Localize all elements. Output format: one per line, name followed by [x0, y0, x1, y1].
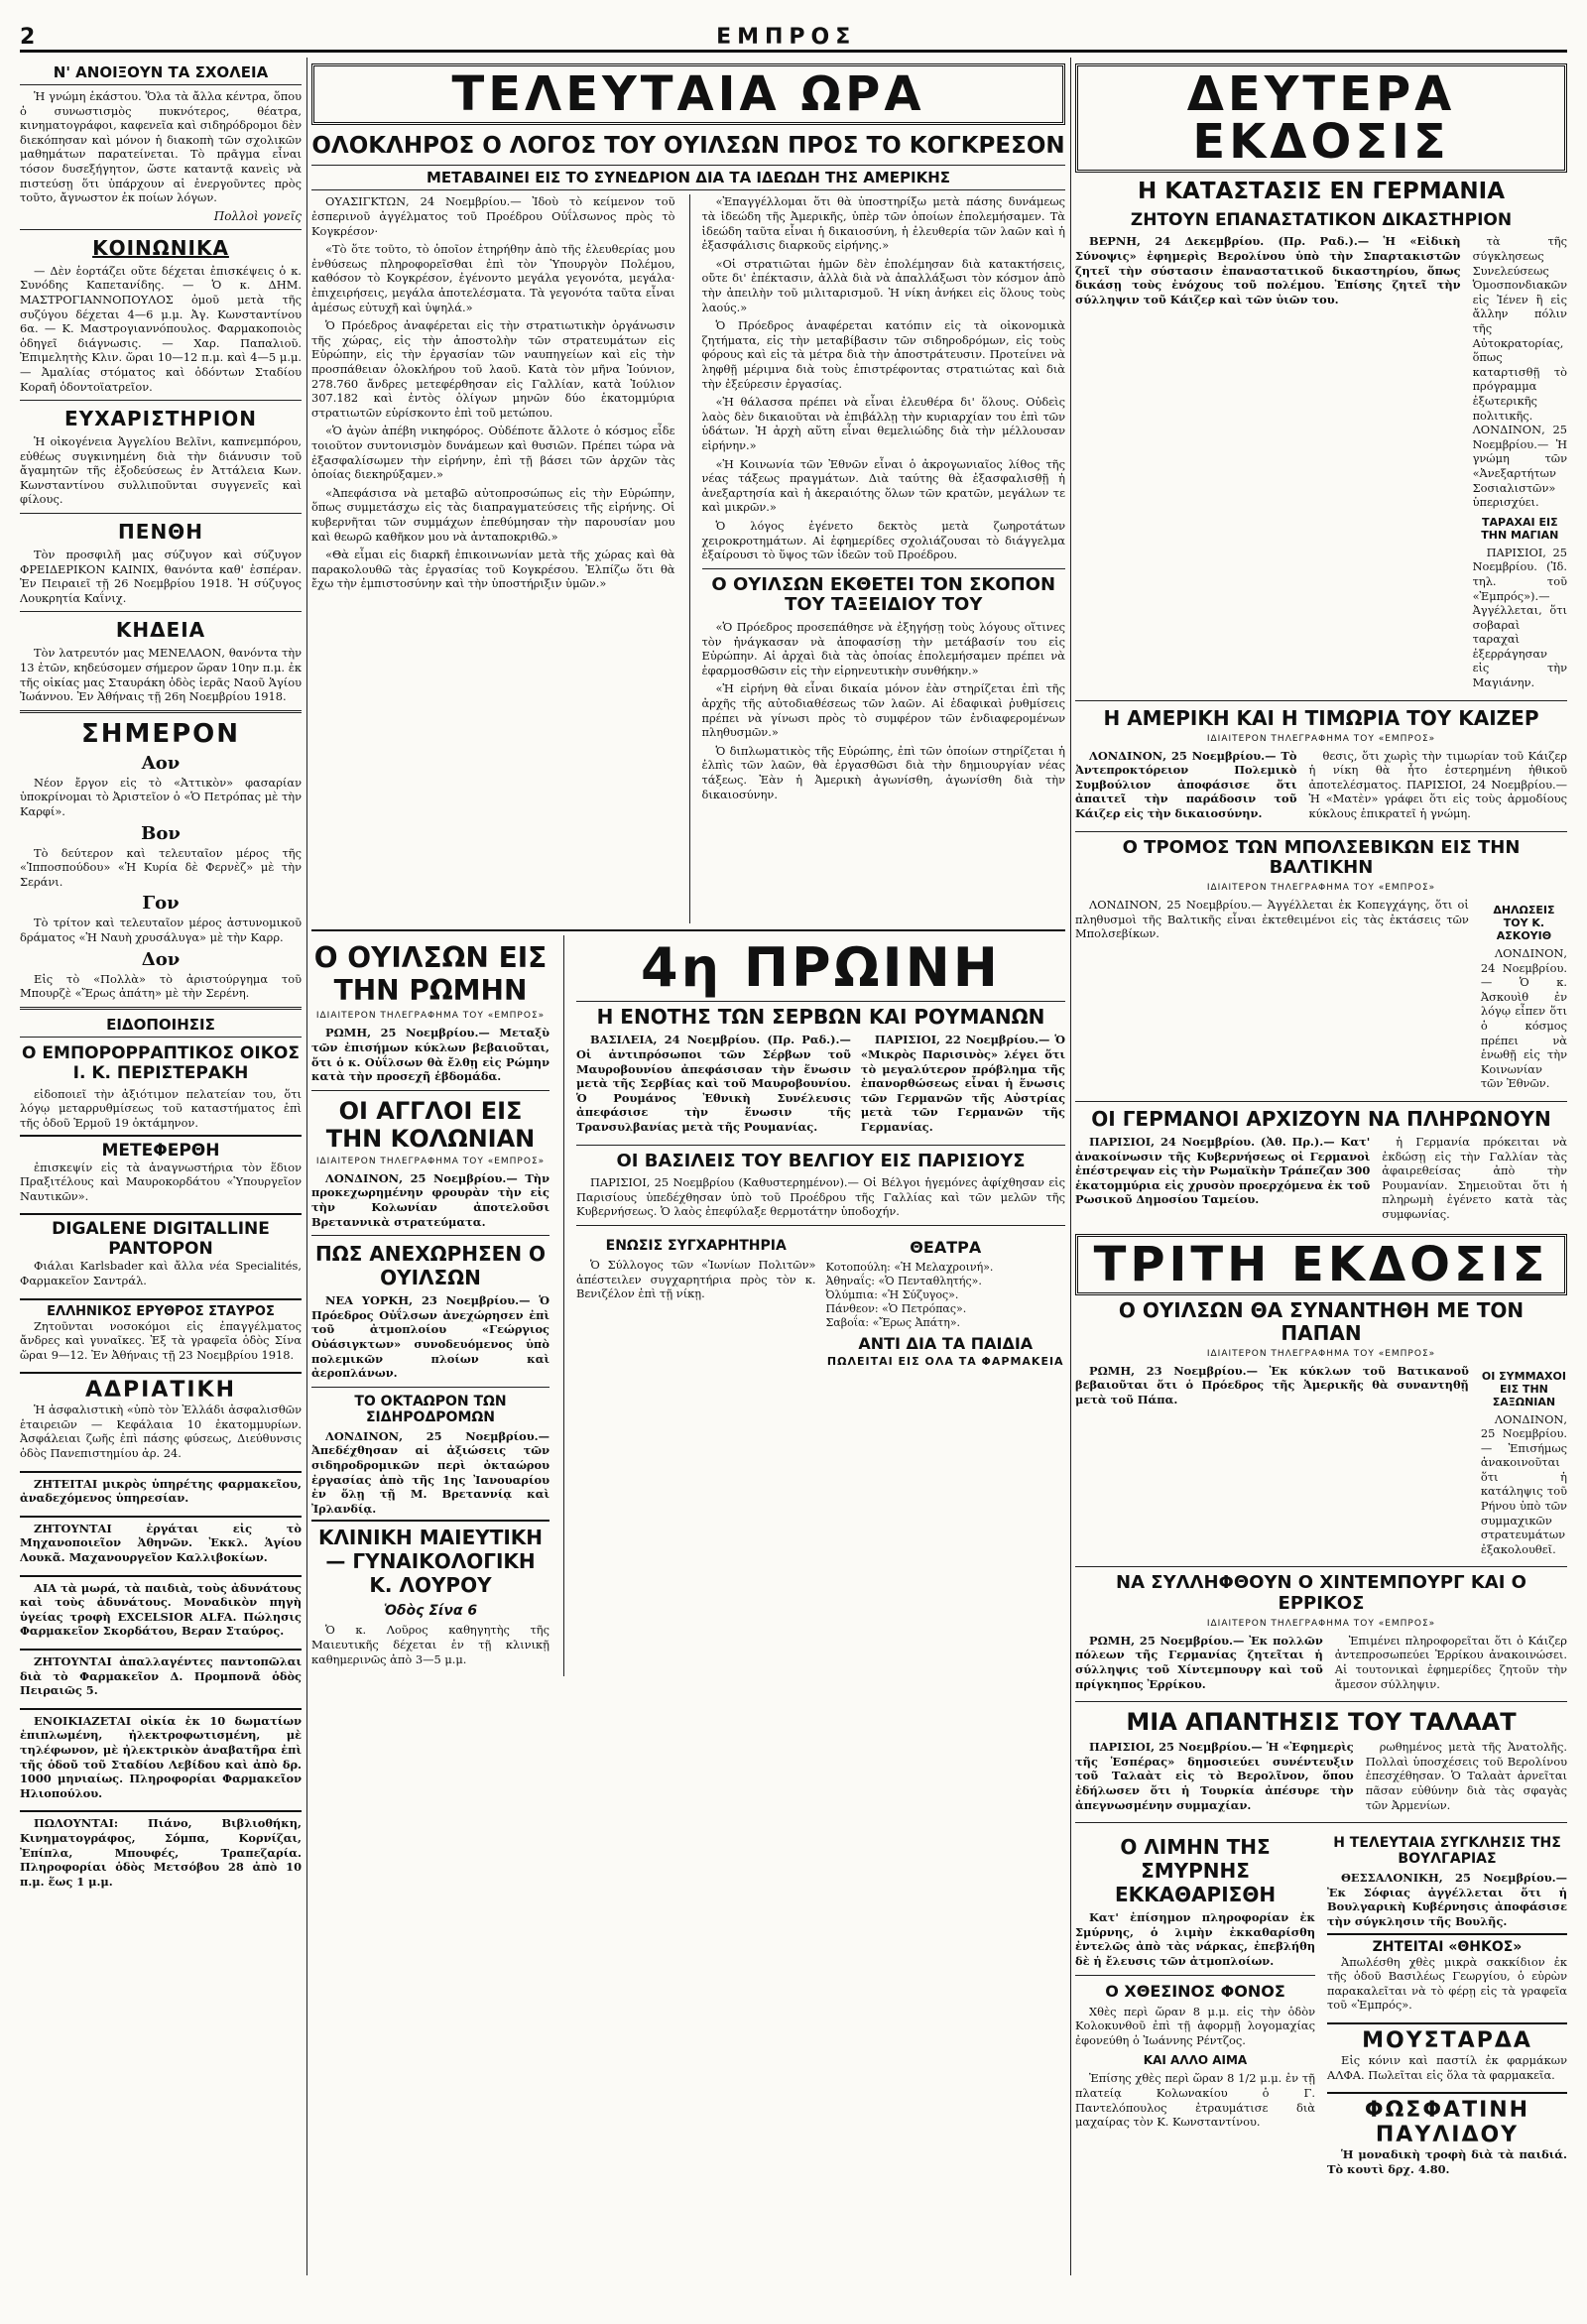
today-item-letter: Γον — [142, 893, 180, 915]
lead-paragraph: «Ἡ θάλασσα πρέπει νὰ εἶναι ἐλευθέρα δι' ὅλους. Οὐδεὶς λαὸς δὲν δικαιοῦται νὰ ἐπιβάλλῃ τὴν κυριαρχίαν του ἐπὶ τῶν ὑδάτων. Ἡ ἀρχὴ αὕτη εἶναι θεμελιώδης διὰ τὴν μέλλουσαν εἰρήνην.» — [701, 395, 1065, 452]
today-item-letter: Δον — [141, 948, 181, 970]
bolshevik-note: ΙΔΙΑΙΤΕΡΟΝ ΤΗΛΕΓΡΑΦΗΜΑ ΤΟΥ «ΕΜΠΡΟΣ» — [1206, 883, 1436, 893]
hindenburg-note: ΙΔΙΑΙΤΕΡΟΝ ΤΗΛΕΓΡΑΦΗΜΑ ΤΟΥ «ΕΜΠΡΟΣ» — [1206, 1618, 1436, 1629]
saxony-headline: ΟΙ ΣΥΜΜΑΧΟΙ ΕΙΣ ΤΗΝ ΣΑΞΩΝΙΑΝ — [1481, 1369, 1566, 1408]
bolshevik-text-left: ΛΟΝΔΙΝΟΝ, 25 Νοεμβρίου.— Ἀγγέλλεται ἐκ Κοπεγχάγης, ὅτι οἱ πληθυσμοὶ τῆς Βαλτικῆς εἶναι ἐκτεθειμένοι εἰς τὰς ἐκτάσεις τῶν Μπολσεβίκων. — [1075, 898, 1469, 941]
theatre-item: Πάνθεον: «Ὁ Πετρόπας». — [825, 1302, 967, 1316]
funerals-text: Τὸν λατρευτόν μας ΜΕΝΕΛΑΟΝ, θανόντα τὴν 13 ἐτῶν, κηδεύσομεν σήμερον ὥραν 10ην π.μ. ἐκ τῆς οἰκίας μας Σταυράκη ὁδὸς ἱερᾶς Ναοῦ Ἁγίου Ἰωάννου. Ἐν Ἀθήναις τῇ 26η Νοεμβρίου 1918. — [20, 646, 302, 704]
america-note: ΙΔΙΑΙΤΕΡΟΝ ΤΗΛΕΓΡΑΦΗΜΑ ΤΟΥ «ΕΜΠΡΟΣ» — [1206, 733, 1436, 744]
theatre-item: Ὀλύμπια: «Ἡ Σύζυγος». — [825, 1288, 959, 1302]
events-headline: ΕΝΩΣΙΣ ΣΥΓΧΑΡΗΤΗΡΙΑ — [605, 1238, 787, 1255]
unity-text-left: ΒΑΣΙΛΕΙΑ, 24 Νοεμβρίου. (Πρ. Ραδ.).— Οἱ ἀντιπρόσωποι τῶν Σέρβων τοῦ Μαυροβουνίου ἀπεφάσισαν τὴν ἕνωσιν μετὰ τῆς Σερβίας καὶ τοῦ Μαυροβουνίου. Ὁ Ρουμάνος Ἐθνικὴ Συνέλευσις ἀπεφάσισε τὴν ἕνωσιν τῆς Τρανσυλβανίας μετὰ τῆς Ρουμανίας. — [576, 1033, 851, 1134]
mustard-text: Εἰς κόνιν καὶ παστίλ ἐκ φαρμάκων ΑΛΦΑ. Πωλεῖται εἰς ὅλα τὰ φαρμακεῖα. — [1327, 2052, 1567, 2082]
america-headline: Η ΑΜΕΡΙΚΗ ΚΑΙ Η ΤΙΜΩΡΙΑ ΤΟΥ ΚΑΙΖΕΡ — [1103, 705, 1539, 730]
today-item-text: Εἰς τὸ «Πολλὰ» τὸ ἀριστούργημα τοῦ Μπουρζὲ «Ἔρως ἀπάτη» μὲ τὴν Σερένη. — [20, 971, 302, 1001]
lead-paragraph: «Θὰ εἶμαι εἰς διαρκῆ ἐπικοινωνίαν μετὰ τῆς χώρας καὶ θὰ παρακολουθῶ τὰς ἐργασίας τοῦ Κογκρέσου. Ἐλπίζω ὅτι θὰ ἔχω τὴν ἐμπιστοσύνην καὶ τὴν ὑποστήριξιν ὑμῶν.» — [311, 548, 675, 591]
thanks-headline: ΕΥΧΑΡΙΣΤΗΡΙΟΝ — [63, 407, 258, 431]
events-text: Ὁ Σύλλογος τῶν «Ἰωνίων Πολιτῶν» ἀπέστειλεν συγχαρητήρια πρὸς τὸν κ. Βενιζέλον ἐπὶ τῇ νίκῃ. — [576, 1258, 816, 1301]
company-headline: Ο ΕΜΠΟΡΟΡΡΑΠΤΙΚΟΣ ΟΙΚΟΣ Ι. Κ. ΠΕΡΙΣΤΕΡΑΚΗ — [22, 1042, 300, 1083]
germany-text-right: τὰ τῆς σύγκλησεως Συνελεύσεως Ὁμοσπονδιακῶν εἰς Ἰένεν ἢ εἰς ἄλλην πόλιν τῆς Αὐτοκρατορίας, ὅπως καταρτισθῇ τὸ πρόγραμμα ἐξωτερικῆς πολιτικῆς. ΛΟΝΔΙΝΟΝ, 25 Νοεμβρίου.— Ἡ γνώμη τῶν «Ἀνεξαρτήτων Σοσιαλιστῶν» ὑπερισχύει. — [1472, 234, 1567, 510]
thikos-text: Ἀπωλέσθη χθὲς μικρὰ σακκίδιον ἐκ τῆς ὁδοῦ Βασιλέως Γεωργίου, ὁ εὑρὼν παρακαλεῖται νὰ τὸ φέρῃ εἰς τὰ γραφεῖα τοῦ «Ἐμπρός». — [1327, 1954, 1567, 2013]
lead-paragraph: Ὁ Πρόεδρος ἀναφέρεται κατόπιν εἰς τὰ οἰκονομικὰ ζητήματα, εἰς τὴν μεταβίβασιν τῶν σιδηροδρόμων, εἰς τοὺς φόρους καὶ εἰς τὰ μέτρα διὰ τὴν ἀποστράτευσιν. Προτείνει νὰ ληφθῇ μέριμνα διὰ τοὺς ἐπιστρέφοντας στρατιώτας καὶ διὰ τὴν ἐξεύρεσιν ἐργασίας. — [701, 318, 1065, 391]
today-item-text: Νέον ἔργον εἰς τὸ «Ἀττικὸν» φασαρίαν ὑποκρίνομαι τὸ Ἀριστεῖον ὁ «Ὁ Πετρόπας μὲ τὴν Καρφί». — [20, 775, 302, 818]
lead-paragraph: «Ὁ ἀγὼν ἀπέβη νικηφόρος. Οὐδέποτε ἄλλοτε ὁ κόσμος εἶδε τοιοῦτον συντονισμὸν δυνάμεων καὶ θυσιῶν. Πρέπει τώρα νὰ ἐξασφαλίσωμεν τὴν εἰρήνην, ἐπὶ τῇ βάσει τῶν ἀρχῶν τὰς ὁποίας διεκηρύξαμεν.» — [311, 424, 675, 482]
lead-paragraph: «Ἡ Κοινωνία τῶν Ἐθνῶν εἶναι ὁ ἀκρογωνιαῖος λίθος τῆς νέας τάξεως πραγμάτων. Διὰ ταύτης θὰ ἐξασφαλισθῇ ἡ ἀνεξαρτησία καὶ ἡ ἀκεραιότης ὅλων τῶν κρατῶν, μεγάλων τε καὶ μικρῶν.» — [701, 456, 1065, 515]
theatre-headline: ΘΕΑΤΡΑ — [910, 1238, 982, 1258]
clinic-headline: ΚΛΙΝΙΚΗ ΜΑΙΕΥΤΙΚΗ — ΓΥΝΑΙΚΟΛΟΓΙΚΗ Κ. ΛΟΥΡΟΥ — [317, 1526, 544, 1598]
unity-text-right: ΠΑΡΙΣΙΟΙ, 22 Νοεμβρίου.— Ὁ «Μικρὸς Παρισινὸς» λέγει ὅτι τὸ μεγαλύτερον πρόβλημα τῆς ἐπανορθώσεως εἶναι ἡ ἕνωσις τῶν Γερμανῶν τῆς Αὐστρίας μετὰ τῶν Γερμανῶν τῆς Γερμανίας. — [860, 1033, 1065, 1134]
today-item — [20, 753, 302, 819]
phosphatine-headline: ΦΩΣΦΑΤΙΝΗ ΠΑΥΛΙΔΟΥ — [1364, 2098, 1530, 2148]
theatre-item: Ἀθηναΐς: «Ὁ Πενταθλητής». — [825, 1275, 982, 1288]
mourning-headline: ΠΕΝΘΗ — [118, 520, 203, 545]
smyrna-headline: Ο ΛΙΜΗΝ ΤΗΣ ΣΜΥΡΝΗΣ ΕΚΚΑΘΑΡΙΣΘΗ — [1114, 1835, 1277, 1907]
pope-note: ΙΔΙΑΙΤΕΡΟΝ ΤΗΛΕΓΡΑΦΗΜΑ ΤΟΥ «ΕΜΠΡΟΣ» — [1206, 1348, 1436, 1359]
clinic-text: Ὁ κ. Λοῦρος καθηγητὴς τῆς Μαιευτικῆς δέχεται ἐν τῇ κλινικῇ καθημερινῶς ἀπὸ 3—5 μ.μ. — [311, 1623, 549, 1666]
lead-paragraph: Ὁ Πρόεδρος ἀναφέρεται εἰς τὴν στρατιωτικὴν ὀργάνωσιν τῆς χώρας, εἰς τὴν ἀποστολὴν τῶν στρατευμάτων εἰς Εὐρώπην, εἰς τὴν ἐργασίαν τῶν ναυπηγείων καὶ εἰς τὴν προσπάθειαν ὁλοκλήρου τοῦ λαοῦ. Κατὰ τὸν μῆνα Ἰούνιον, 278.760 ἄνδρες μετεφέρθησαν εἰς Γαλλίαν, κατὰ Ἰούλιον 307.182 καὶ ἐντὸς ὀλίγων μηνῶν δύο ἑκατομμύρια στρατιωτῶν εὑρίσκοντο ἐπὶ τοῦ μετώπου. — [311, 318, 675, 420]
today-item-text: Τὸ τρίτον καὶ τελευταῖον μέρος ἀστυνομικοῦ δράματος «Ἡ Ναυὴ χρυσάλυγα» μὲ τὴν Καρρ. — [20, 916, 302, 944]
masthead — [20, 24, 1567, 53]
schools-headline: Ν' ΑΝΟΙΞΟΥΝ ΤΑ ΣΧΟΛΕΙΑ — [20, 63, 302, 85]
germany-text-left: ΒΕΡΝΗ, 24 Δεκεμβρίου. (Πρ. Ραδ.).— Ἡ «Εἰδικὴ Σύνοψις» ἐφημερὶς Βερολίνου ὑπὸ τὴν Σπαρτακιστῶν ζητεῖ τὴν σύστασιν ἐπαναστατικοῦ δικαστηρίου, ὅπως δικάσῃ τοὺς ἐνόχους τοῦ πολέμου. Ἐπίσης ζητεῖ τὴν σύλληψιν τοῦ Κάιζερ καὶ τῶν ὑιῶν του. — [1075, 234, 1461, 306]
lead-article-right — [702, 194, 1066, 561]
social-headline: ΚΟΙΝΩΝΙΚΑ — [92, 235, 229, 260]
newspaper-title: ΕΜΠΡΟΣ — [716, 25, 857, 50]
germany-subheadline: ΖΗΤΟΥΝ ΕΠΑΝΑΣΤΑΤΙΚΟΝ ΔΙΚΑΣΤΗΡΙΟΝ — [1130, 210, 1513, 231]
purpose-text — [702, 620, 1066, 801]
center-lower — [311, 929, 1065, 1676]
digaline-headline: DIGALENE DIGITALLINE PANTOPON — [52, 1219, 270, 1260]
small-ad: ΕΝΟΙΚΙΑΖΕΤΑΙ οἰκία ἐκ 10 δωματίων ἐπιπλωμένη, ἠλεκτροφωτισμένη, μὲ τηλέφωνον, μὲ ἠλεκτρικὸν ἀναβατῆρα ἐπὶ τῆς ὁδοῦ τοῦ Σταδίου Λεβίδου καὶ ἀπὸ δρ. 1000 μηνιαίως. Πληροφορίαι Φαρμακεῖον Ηλιοπούλου. — [20, 1713, 302, 1800]
funerals-headline: ΚΗΔΕΙΑ — [115, 618, 206, 643]
adriatic-text: Ἡ ἀσφαλιστικὴ «ὑπὸ τὸν Ἐλλάδι ἀσφαλισθῶν ἑταιρειῶν — Κεφάλαια 10 ἑκατομμυρίων. Ἀσφάλειαι ζωῆς ἐπὶ πάσης φύσεως, Διεύθυνσις ὁδὸς Πανεπιστημίου ἀρ. 24. — [20, 1403, 302, 1461]
clinic-address: Ὁδὸς Σίνα 6 — [383, 1603, 478, 1620]
theatre-list — [826, 1261, 1066, 1330]
small-ad: ΠΩΛΟΥΝΤΑΙ: Πιάνο, Βιβλιοθήκη, Κινηματογράφος, Σόμπα, Κορνίζαι, Ἐπίπλα, Μπουφές, Τραπεζαρία. Πληροφορίαι ὁδὸς Μετσόβου 28 ἀπὸ 10 π.μ. ἕως 1 μ.μ. — [20, 1816, 302, 1889]
lead-paragraph: «Ἀπεφάσισα νὰ μεταβῶ αὐτοπροσώπως εἰς τὴν Εὐρώπην, ὅπως συμμετάσχω εἰς τὰς διαπραγματεύσεις τῆς εἰρήνης. Οἱ κυβερνῆται τῶν συμμάχων ἐπεθύμησαν τὴν παρουσίαν μου καὶ θεωρῶ καθῆκον μου νὰ ἀνταποκριθῶ.» — [311, 485, 675, 544]
small-ad: ΖΗΤΟΥΝΤΑΙ ἀπαλλαγέντες παντοπῶλαι διὰ τὸ Φαρμακεῖον Δ. Προμπονᾶ ὁδὸς Πειραιῶς 5. — [20, 1654, 302, 1698]
pay-headline: ΟΙ ΓΕΡΜΑΝΟΙ ΑΡΧΙΖΟΥΝ ΝΑ ΠΛΗΡΩΝΟΥΝ — [1091, 1106, 1551, 1131]
pope-text-left: ΡΩΜΗ, 23 Νοεμβρίου.— Ἐκ κύκλων τοῦ Βατικανοῦ βεβαιοῦται ὅτι ὁ Πρόεδρος τῆς Ἀμερικῆς θὰ συναντηθῇ μετὰ τοῦ Πάπα. — [1075, 1363, 1469, 1407]
rome-note: ΙΔΙΑΙΤΕΡΟΝ ΤΗΛΕΓΡΑΦΗΜΑ ΤΟΥ «ΕΜΠΡΟΣ» — [315, 1011, 546, 1022]
adriatic-headline: ΑΔΡΙΑΤΙΚΗ — [84, 1378, 237, 1404]
today-item — [20, 949, 302, 1001]
blood-text: Ἐπίσης χθὲς περὶ ὥραν 8 1/2 μ.μ. ἐν τῇ πλατείᾳ Κολωνακίου ὁ Γ. Παντελόπουλος ἐτραυμάτισε διὰ μαχαίρας τὸν Κ. Κωνσταντίνου. — [1075, 2071, 1315, 2130]
third-edition-headline: ΤΡΙΤΗ ΕΚΔΟΣΙΣ — [1075, 1234, 1567, 1295]
lead-article — [311, 194, 1065, 923]
last-hour-headline: ΤΕΛΕΥΤΑΙΑ ΩΡΑ — [311, 63, 1065, 125]
eight-hour-headline: ΤΟ ΟΚΤΑΩΡΟΝ ΤΩΝ ΣΙΔΗΡΟΔΡΟΜΩΝ — [354, 1393, 507, 1425]
thikos-headline: ΖΗΤΕΙΤΑΙ «ΘΗΚΟΣ» — [1372, 1938, 1523, 1955]
redcross-headline: ΕΛΛΗΝΙΚΟΣ ΕΡΥΘΡΟΣ ΣΤΑΥΡΟΣ — [47, 1303, 275, 1319]
germany-headline: Η ΚΑΤΑΣΤΑΣΙΣ ΕΝ ΓΕΡΜΑΝΙΑ — [1137, 179, 1506, 204]
asquith-text: ΛΟΝΔΙΝΟΝ, 24 Νοεμβρίου.— Ὁ κ. Ἀσκουὶθ ἐν λόγῳ εἶπεν ὅτι ὁ κόσμος πρέπει νὰ ἑνωθῇ εἰς τὴν Κοινωνίαν τῶν Ἐθνῶν. — [1480, 946, 1567, 1091]
pay-text-left: ΠΑΡΙΣΙΟΙ, 24 Νοεμβρίου. (Ἀθ. Πρ.).— Κατ' ἀνακοίνωσιν τῆς Κυβερνήσεως οἱ Γερμανοὶ ἐπέστρεψαν εἰς τὴν Ρωμαϊκὴν Τράπεζαν 300 ἑκατομμύρια εἰς χρυσὸν προερχόμενα ἐκ τοῦ Ρωσικοῦ Δημοσίου Ταμείου. — [1075, 1134, 1371, 1207]
bulgaria-text: ΘΕΣΣΑΛΟΝΙΚΗ, 25 Νοεμβρίου.— Ἐκ Σόφιας ἀγγέλλεται ὅτι ἡ Βουλγαρικὴ Κυβέρνησις ἀποφάσισε τὴν σύγκλησιν τῆς Βουλῆς. — [1327, 1871, 1567, 1928]
column-left — [20, 58, 302, 2275]
purpose-paragraph: «Ὁ Πρόεδρος προσεπάθησε νὰ ἐξηγήσῃ τοὺς λόγους οἵτινες τὸν ἠνάγκασαν νὰ ἀποφασίσῃ τὴν μετάβασίν του εἰς Εὐρώπην. Αἱ ἀρχαὶ διὰ τὰς ὁποίας ἐπολεμήσαμεν πρέπει νὰ ἐφαρμοσθῶσιν εἰς τὴν εἰρηνευτικὴν συνθήκην.» — [701, 620, 1065, 677]
schools-signature: Πολλοὶ γονεῖς — [213, 208, 302, 223]
lead-paragraph: ΟΥΑΣΙΓΚΤΩΝ, 24 Νοεμβρίου.— Ἰδοὺ τὸ κείμενον τοῦ ἐσπερινοῦ ἀγγέλματος τοῦ Προέδρου Οὐΐλσωνος πρὸς τὸ Κογκρέσον· — [311, 194, 675, 238]
departure-headline: ΠΩΣ ΑΝΕΧΩΡΗΣΕΝ Ο ΟΥΙΛΣΩΝ — [314, 1242, 547, 1290]
unity-headline: Η ΕΝΟΤΗΣ ΤΩΝ ΣΕΡΒΩΝ ΚΑΙ ΡΟΥΜΑΝΩΝ — [576, 1001, 1065, 1029]
hindenburg-text-left: ΡΩΜΗ, 25 Νοεμβρίου.— Ἐκ πολλῶν πόλεων τῆς Γερμανίας ζητεῖται ἡ σύλληψις τοῦ Χίντεμπουργ καὶ τοῦ πρίγκηπος Ἐρρίκου. — [1075, 1633, 1323, 1691]
hindenburg-text-right: Ἐπιμένει πληροφορεῖται ὅτι ὁ Κάιζερ ἀντεπροσωπεύει Ἐρρίκου ἀνακοινώσει. Αἱ τουτονικαὶ ἐφημερίδες ζητοῦν τὴν ἄμεσον σύλληψιν. — [1334, 1633, 1567, 1691]
lead-subheadline: ΜΕΤΑΒΑΙΝΕΙ ΕΙΣ ΤΟ ΣΥΝΕΔΡΙΟΝ ΔΙΑ ΤΑ ΙΔΕΩΔΗ ΤΗΣ ΑΜΕΡΙΚΗΣ — [311, 165, 1065, 190]
moved-text: ἐπισκεψίν εἰς τὰ ἀναγνωστήρια τὸν ἕδιον Πραξιτέλους καὶ Μαυροκορδάτου «Ὑπουργεῖον Ναυτικῶν». — [20, 1160, 302, 1203]
purpose-paragraph: Ὁ διπλωματικὸς τῆς Εὐρώπης, ἐπὶ τῶν ὁποίων στηρίζεται ἡ ἐλπὶς τῶν λαῶν, θὰ ἐργασθῶσι διὰ τὴν δημιουργίαν νέας τάξεως. Ἐὰν ἡ Ἀμερικὴ ἀγωνίσθη, ἀγωνίσθη διὰ τὴν δικαιοσύνην. — [701, 743, 1065, 801]
notices-headline: ΕΙΔΟΠΟΙΗΣΙΣ — [20, 1016, 302, 1038]
cologne-headline: ΟΙ ΑΓΓΛΟΙ ΕΙΣ ΤΗΝ ΚΟΛΩΝΙΑΝ — [325, 1096, 536, 1153]
column-center — [311, 58, 1065, 2275]
lead-article-left — [311, 194, 675, 923]
murder-text: Χθὲς περὶ ὥραν 8 μ.μ. εἰς τὴν ὁδὸν Κολοκυνθοῦ ἐπὶ τῇ ἀφορμῇ λογομαχίας ἐφονεύθη ὁ Ἰωάννης Ρέντζος. — [1075, 2004, 1315, 2047]
cologne-text: ΛΟΝΔΙΝΟΝ, 25 Νοεμβρίου.— Τὴν προκεχωρημένην φρουρὰν τὴν εἰς τὴν Κολωνίαν ἀποτελοῦσι Βρεταννικὰ στρατεύματα. — [311, 1170, 549, 1229]
columns — [20, 58, 1567, 2275]
mustard-headline: ΜΟΥΣΤΑΡΔΑ — [1362, 2027, 1532, 2053]
rome-text: ΡΩΜΗ, 25 Νοεμβρίου.— Μεταξὺ τῶν ἐπισήμων κύκλων βεβαιοῦται, ὅτι ὁ κ. Οὐΐλσων θὰ ἔλθῃ εἰς Ρώμην κατὰ τὴν προσεχῆ ἑβδομάδα. — [311, 1026, 549, 1084]
social-text: — Δὲν ἑορτάζει οὔτε δέχεται ἐπισκέψεις ὁ κ. Συνόδης Καπετανίδης. — Ὁ κ. ΔΗΜ. ΜΑΣΤΡΟΓΙΑΝΝΟΠΟΥΛΟΣ ὁμοῦ μετὰ τῆς συζύγου δέχεται 4—6 μ.μ. Ἀγ. Κωνσταντίνου 6α. — Κ. Μαστρογιαννόπουλος. Φαρμακοποιὸς ὁδηγεῖ διάγνωσις. — Χαρ. Παπαλιοῦ. Ἐπιμελητὴς Κλιν. ὥραι 10—12 π.μ. καὶ 4—5 μ.μ. — Ἀμαλίας στόματος καὶ ὀδόντων Σταδίου Κοραῆ ὁδοντοϊατρεῖον. — [20, 263, 302, 394]
hindenburg-headline: ΝΑ ΣΥΛΛΗΦΘΟΥΝ Ο ΧΙΝΤΕΜΠΟΥΡΓ ΚΑΙ Ο ΕΡΡΙΚΟΣ — [1116, 1572, 1526, 1615]
small-ad: ΖΗΤΟΥΝΤΑΙ ἐργάται εἰς τὸ Μηχανοποιεῖον Ἀθηνῶν. Ἐκκλ. Ἁγίου Λουκᾶ. Μαχανουργεῖον Καλλιβοκίων. — [20, 1521, 302, 1565]
anti-text: ΠΩΛΕΙΤΑΙ ΕΙΣ ΟΛΑ ΤΑ ΦΑΡΜΑΚΕΙΑ — [826, 1355, 1064, 1369]
small-ad: ΑΙΑ τὰ μωρά, τὰ παιδιὰ, τοὺς ἀδυνάτους καὶ τοὺς ἀδυνάτους. Μοναδικὸν πηγὴ ὑγείας τροφὴ EXCELSIOR ALFA. Πώλησις Φαρμακεῖον Σκορδάτου, Βεραν Σταύρος. — [20, 1580, 302, 1639]
second-edition-headline: ΔΕΥΤΕΡΑ ΕΚΔΟΣΙΣ — [1075, 63, 1567, 173]
troubles-headline: ΤΑΡΑΧΑΙ ΕΙΣ ΤΗΝ ΜΑΓΙΑΝ — [1481, 515, 1559, 542]
bolshevik-headline: Ο ΤΡΟΜΟΣ ΤΩΝ ΜΠΟΛΣΕΒΙΚΩΝ ΕΙΣ ΤΗΝ ΒΑΛΤΙΚΗΝ — [1122, 836, 1521, 879]
today-item — [20, 893, 302, 944]
lead-paragraph: Ὁ λόγος ἐγένετο δεκτὸς μετὰ ζωηροτάτων χειροκροτημάτων. Αἱ ἐφημερίδες σχολιάζουσαι τὸ διάγγελμα ἐξαίρουσι τὸ ὕψος τῶν ἰδεῶν τοῦ Προέδρου. — [701, 518, 1065, 562]
talaat-headline: ΜΙΑ ΑΠΑΝΤΗΣΙΣ ΤΟΥ ΤΑΛΑΑΤ — [1126, 1708, 1517, 1737]
schools-text: Ἡ γνώμη ἑκάστου. Ὅλα τὰ ἄλλα κέντρα, ὅπου ὁ συνωστισμὸς πυκνότερος, θέατρα, κινηματογράφοι, καφενεῖα καὶ σιδηρόδρομοι δὲν διεκόπησαν καὶ μόνον ἡ διακοπὴ τῶν σχολικῶν μαθημάτων παρατείνεται. Τὸ πρᾶγμα εἶναι τόσον δυσεξήγητον, ὥστε καταντᾷ κανεὶς νὰ πιστεύσῃ ὅτι ὑπάρχουν αἱ ἐνεργοῦντες πρὸς τοῦτο, ἄγνωστον ἐκ ποίων λόγων. — [20, 89, 302, 205]
rome-headline: Ο ΟΥΙΛΣΩΝ ΕΙΣ ΤΗΝ ΡΩΜΗΝ — [313, 941, 548, 1008]
purpose-paragraph: «Ἡ εἰρήνη θὰ εἶναι δικαία μόνον ἐὰν στηρίζεται ἐπὶ τῆς ἀρχῆς τῆς αὐτοδιαθέσεως τῶν λαῶν. Αἱ ἐδαφικαὶ ῥυθμίσεις πρέπει νὰ γίνωσι πρὸς τὸ συμφέρον τῶν ἐνδιαφερομένων πληθυσμῶν.» — [701, 681, 1065, 740]
digaline-text: Φιάλαι Karlsbader καὶ ἄλλα νέα Specialités, Φαρμακεῖον Σαντράλ. — [20, 1259, 302, 1287]
theatre-item: Σαβοΐα: «Ἔρως Ἀπάτη». — [825, 1316, 961, 1330]
theatre-item: Κοτοπούλη: «Ἡ Μελαχροινή». — [825, 1261, 994, 1275]
departure-text: ΝΕΑ ΥΟΡΚΗ, 23 Νοεμβρίου.— Ὁ Πρόεδρος Οὐΐλσων ἀνεχώρησεν ἐπὶ τοῦ ἀτμοπλοίου «Γεώργιος Οὐάσιγκτων» συνοδευόμενος ὑπὸ πολεμικῶν πλοίων καὶ ἀεροπλάνων. — [311, 1293, 549, 1381]
column-rule — [306, 58, 307, 2275]
smyrna-text: Κατ' ἐπίσημον πληροφορίαν ἐκ Σμύρνης, ὁ λιμὴν ἐκκαθαρίσθη ἐντελῶς ἀπὸ τὰς νάρκας, ἐπεβλήθη δὲ ἡ ἔλευσις τῶν ἀτμοπλοίων. — [1075, 1910, 1315, 1968]
cologne-note: ΙΔΙΑΙΤΕΡΟΝ ΤΗΛΕΓΡΑΦΗΜΑ ΤΟΥ «ΕΜΠΡΟΣ» — [315, 1156, 546, 1166]
talaat-text-left: ΠΑΡΙΣΙΟΙ, 25 Νοεμβρίου.— Ἡ «Ἐφημερὶς τῆς Ἑσπέρας» δημοσιεύει συνέντευξιν τοῦ Ταλαὰτ εἰς τὸ Βερολῖνον, ὅπου ἐδήλωσεν ὅτι ἡ Τουρκία ἀπέσυρε τὴν ἀπεγνωσμένην συμμαχίαν. — [1075, 1740, 1354, 1812]
blood-headline: ΚΑΙ ΑΛΛΟ ΑΙΜΑ — [1143, 2053, 1248, 2068]
page-number: 2 — [20, 25, 36, 50]
purpose-headline: Ο ΟΥΙΛΣΩΝ ΕΚΘΕΤΕΙ ΤΟΝ ΣΚΟΠΟΝ ΤΟΥ ΤΑΞΕΙΔΙΟΥ ΤΟΥ — [711, 573, 1056, 616]
lead-paragraph: «Οἱ στρατιῶται ἡμῶν δὲν ἐπολέμησαν διὰ κατακτήσεις, οὔτε δι' ἐπέκτασιν, ἀλλὰ διὰ νὰ ἀπαλλάξωσι τὸν κόσμον ἀπὸ τὴν ἀπειλὴν τοῦ μιλιταρισμοῦ. Ἡ νίκη ἀνήκει εἰς ὅλους τοὺς λαούς.» — [701, 256, 1065, 314]
kings-headline: ΟΙ ΒΑΣΙΛΕΙΣ ΤΟΥ ΒΕΛΓΙΟΥ ΕΙΣ ΠΑΡΙΣΙΟΥΣ — [616, 1150, 1026, 1171]
column-rule — [1070, 58, 1071, 2275]
today-item-letter: Αον — [141, 752, 181, 774]
column-right — [1075, 58, 1567, 2275]
today-item-letter: Βον — [141, 822, 181, 844]
bulgaria-headline: Η ΤΕΛΕΥΤΑΙΑ ΣΥΓΚΛΗΣΙΣ ΤΗΣ ΒΟΥΛΓΑΡΙΑΣ — [1333, 1835, 1561, 1868]
lead-paragraph: «Τὸ ὅτε τοῦτο, τὸ ὁποῖον ἐτηρήθην ἀπὸ τῆς ἐλευθερίας μου ἐνθύσεως πληροφορεῖσθαι ἐπὶ τὸν Ὑπουργὸν Πολέμου, καθόσον τὸ Κογκρέσον, ἐγένοντο μεγάλα γεγονότα, μεγάλα· ἐπιχειρήσεις, μεγάλα ἀποτελέσματα. Τὰ γεγονότα ταῦτα εἶναι ἀμέσως εὐτυχῆ καὶ ὑψηλά.» — [311, 242, 675, 314]
moved-headline: ΜΕΤΕΦΕΡΘΗ — [101, 1140, 220, 1161]
troubles-text: ΠΑΡΙΣΙΟΙ, 25 Νοεμβρίου. (Ἰδ. τηλ. τοῦ «Ἐμπρός»).— Ἀγγέλλεται, ὅτι σοβαραὶ ταραχαὶ ἐξερράγησαν εἰς τὴν Μαγιάνην. — [1472, 545, 1567, 690]
phosphatine-text: Ἡ μοναδικὴ τροφὴ διὰ τὰ παιδιά. Τὸ κουτὶ δρχ. 4.80. — [1327, 2147, 1567, 2176]
lead-paragraph: «Ἐπαγγέλλομαι ὅτι θὰ ὑποστηρίξω μετὰ πάσης δυνάμεως τὰ ἰδεώδη τῆς Ἀμερικῆς, ὑπὲρ τῶν ὁποίων ἐπολεμήσαμεν. Τὰ ἰδεώδη ταῦτα εἶναι ἡ δικαιοσύνη, ἡ ἐλευθερία τῶν λαῶν καὶ ἡ ἐξασφάλισις διαρκοῦς εἰρήνης.» — [701, 194, 1065, 253]
lead-headline: ΟΛΟΚΛΗΡΟΣ Ο ΛΟΓΟΣ ΤΟΥ ΟΥΙΛΣΩΝ ΠΡΟΣ ΤΟ ΚΟΓΚΡΕΣΟΝ — [311, 133, 1065, 159]
today-list — [20, 753, 302, 1001]
anti-headline: ΑΝΤΙ ΔΙΑ ΤΑ ΠΑΙΔΙΑ — [858, 1334, 1034, 1354]
pay-text-right: ἡ Γερμανία πρόκειται νὰ ἐκδώσῃ εἰς τὴν Γαλλίαν τὰς ἀφαιρεθείσας ἀπὸ τὴν Ρουμανίαν. Σημειοῦται ὅτι ἡ πληρωμὴ ἐγένετο κατὰ τὰς συμφωνίας. — [1382, 1134, 1567, 1221]
america-text-right: θεσις, ὅτι χωρὶς τὴν τιμωρίαν τοῦ Κάιζερ ἡ νίκη θὰ ἦτο ἐστερημένη ἠθικοῦ ἀποτελέσματος. ΠΑΡΙΣΙΟΙ, 24 Νοεμβρίου.— Ἡ «Ματὲν» γράφει ὅτι εἰς τοὺς ἀρμοδίους κύκλους ἐπικρατεῖ ἡ γνώμη. — [1308, 748, 1567, 821]
murder-headline: Ο ΧΘΕΣΙΝΟΣ ΦΟΝΟΣ — [1105, 1981, 1285, 2001]
thanks-text: Ἡ οἰκογένεια Ἀγγελίου Βελῖνι, καπνεμπόρου, εὐθέως συγκινημένη διὰ τὴν διάνυσιν τοῦ ἄγαμητῶν τῆς ἐξοδεύσεως ἐν Ἀττάλεια Κων. Κωνσταντίνου συλλιποῦνται συγγενεῖς καὶ φίλους. — [20, 434, 302, 507]
talaat-text-right: ρωθημένος μετὰ τῆς Ἀνατολῆς. Πολλαὶ ὑποσχέσεις τοῦ Βερολίνου ἐπεσχέθησαν. Ὁ Ταλαὰτ ἀρνεῖται πᾶσαν εὐθύνην διὰ τὰς σφαγὰς τῶν Ἀρμενίων. — [1365, 1740, 1567, 1812]
eight-hour-text: ΛΟΝΔΙΝΟΝ, 25 Νοεμβρίου.— Ἀπεδέχθησαν αἱ ἀξιώσεις τῶν σιδηροδρομικῶν περὶ ὀκταώρου ἐργασίας ἀπὸ τῆς 1ης Ἰανουαρίου ἐν ὅλῃ τῇ Μ. Βρεταννίᾳ καὶ Ἰρλανδίᾳ. — [311, 1428, 549, 1516]
small-ad: ΖΗΤΕΙΤΑΙ μικρὸς ὑπηρέτης φαρμακεῖου, ἀναδεχόμενος ὑπηρεσίαν. — [20, 1476, 302, 1506]
newspaper-page — [20, 24, 1567, 2275]
today-item — [20, 823, 302, 890]
today-headline: ΣΗΜΕΡΟΝ — [80, 718, 241, 749]
small-ads — [20, 1471, 302, 1896]
mourning-text: Τὸν προσφιλῆ μας σύζυγον καὶ σύζυγον ΦΡΕΙΔΕΡΙΚΟΝ ΚΑΙΝΙΧ, θανόντα καθ' ἐσπέραν. Ἐν Πειραιεῖ τῇ 26 Νοεμβρίου 1918. Ἡ σύζυγος Λουκρητία Καΐνιχ. — [20, 548, 302, 605]
asquith-headline: ΔΗΛΩΣΕΙΣ ΤΟΥ Κ. ΑΣΚΟΥΙΘ — [1493, 904, 1555, 942]
redcross-text: Ζητοῦνται νοσοκόμοι εἰς ἐπαγγέλματος ἄνδρες καὶ γυναῖκες. Ἐξ τὰ γραφεῖα ὁδὸς Σίνα ὥραι 9—12. Ἐν Ἀθήναις τῇ 23 Νοεμβρίου 1918. — [20, 1318, 302, 1362]
pope-headline: Ο ΟΥΙΛΣΩΝ ΘΑ ΣΥΝΑΝΤΗΘΗ ΜΕ ΤΟΝ ΠΑΠΑΝ — [1118, 1297, 1525, 1345]
kings-text: ΠΑΡΙΣΙΟΙ, 25 Νοεμβρίου (Καθυστερημένον).— Οἱ Βέλγοι ἡγεμόνες ἀφίχθησαν εἰς Παρισίους ὑπεδέχθησαν ὑπὸ τοῦ Προέδρου τῆς Γαλλίας καὶ τῶν μελῶν τῆς Κυβερνήσεως. Ὁ λαὸς ἐπεφύλαξε θερμοτάτην ὑποδοχήν. — [576, 1175, 1065, 1219]
today-item-text: Τὸ δεύτερον καὶ τελευταῖον μέρος τῆς «Ἱπποσπούδου» «Ἡ Κυρία δὲ Φερνὲζ» μὲ τὴν Σεράνι. — [20, 845, 302, 889]
company-text: εἰδοποιεῖ τὴν ἀξιότιμον πελατείαν του, ὅτι λόγῳ μεταρρυθμίσεως τοῦ καταστήματος ἐπὶ τῆς ὁδοῦ Ἑρμοῦ 19 ὀκτάμηνον. — [20, 1086, 302, 1130]
america-text-left: ΛΟΝΔΙΝΟΝ, 25 Νοεμβρίου.— Τὸ Ἀντεπροκτόρειον Πολεμικὸ Συμβούλιον ἀποφάσισε ὅτι ἀπαιτεῖ τὴν παράδοσιν τοῦ Κάιζερ εἰς τὴν δικαιοσύνην. — [1075, 748, 1297, 821]
fourth-edition-headline: 4η ΠΡΩΙΝΗ — [641, 936, 1001, 1000]
saxony-text: ΛΟΝΔΙΝΟΝ, 25 Νοεμβρίου.— Ἐπισήμως ἀνακοινοῦται ὅτι ἡ κατάληψις τοῦ Ρήνου ὑπὸ τῶν συμμαχικῶν στρατευμάτων ἐξακολουθεῖ. — [1480, 1411, 1567, 1556]
